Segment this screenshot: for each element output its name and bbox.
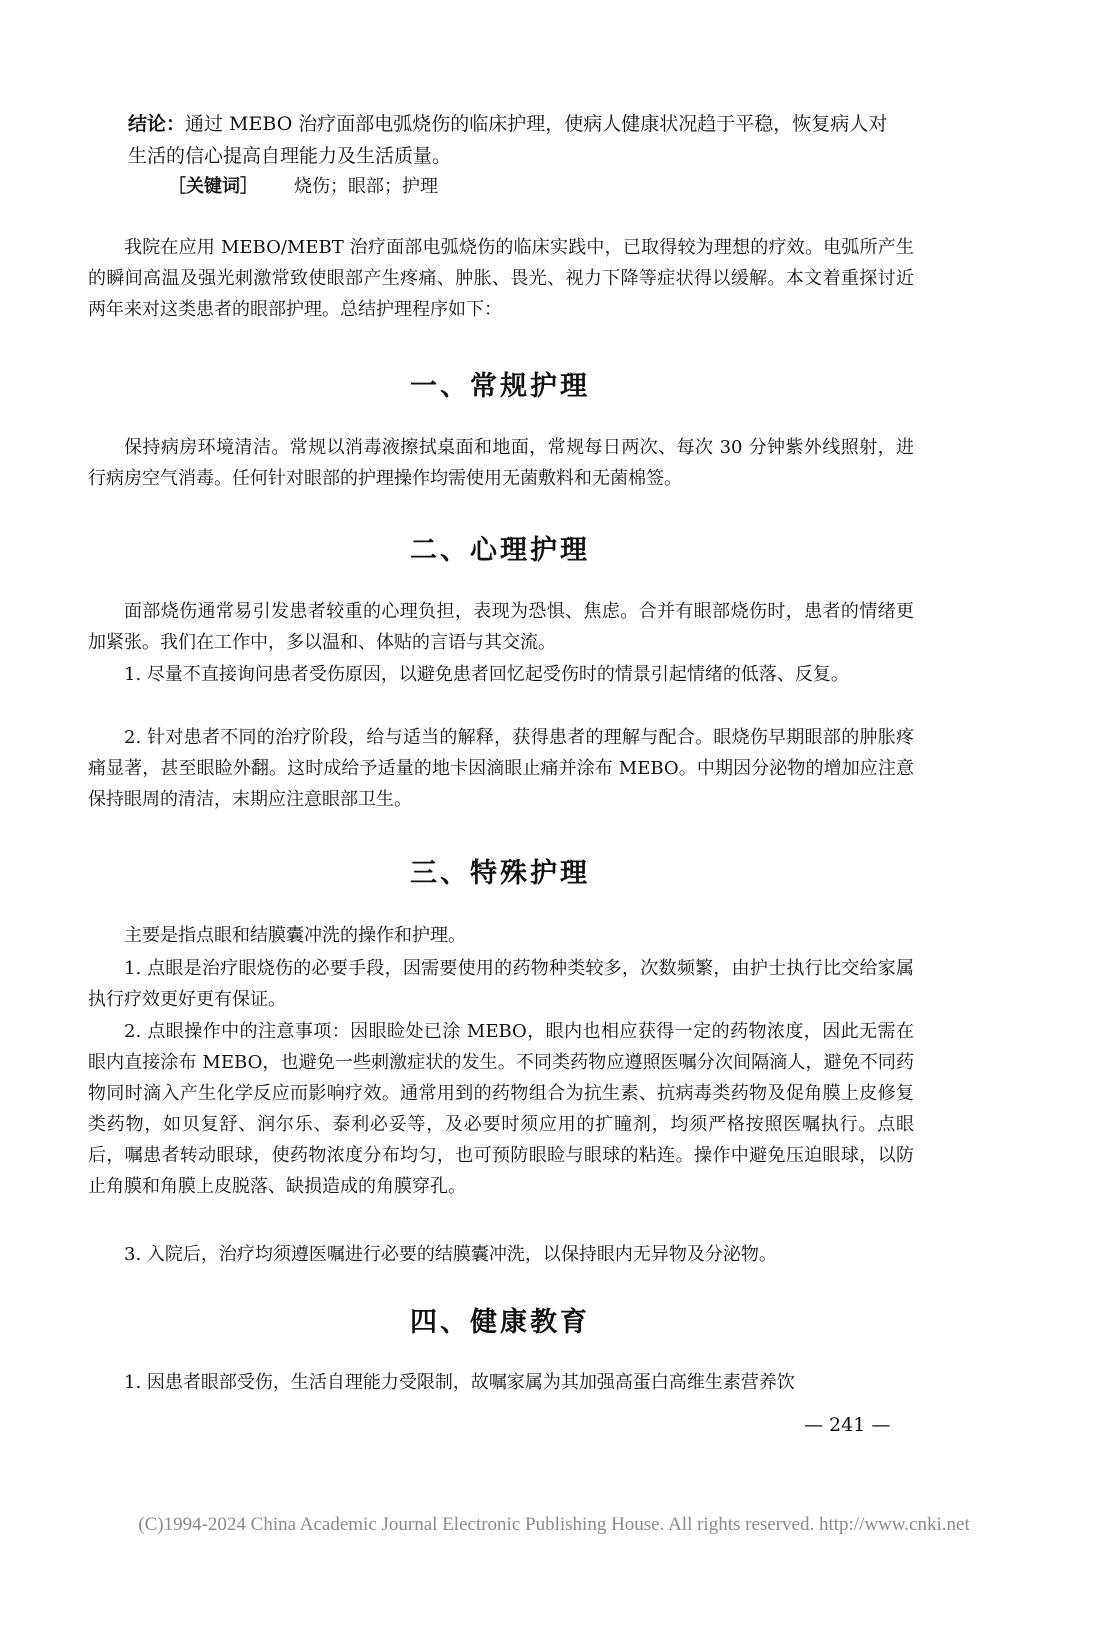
section-paragraph: 1. 尽量不直接询问患者受伤原因，以避免患者回忆起受伤时的情景引起情绪的低落、反复。 [124, 664, 849, 685]
section-paragraph: 1. 点眼是治疗眼烧伤的必要手段，因需要使用的药物种类较多，次数频繁，由护士执行比交给家属执行疗效更好更有保证。 [88, 958, 914, 1010]
copyright-footer: (C)1994-2024 China Academic Journal Electronic Publishing House. All rights reserved. http://www.cnki.net [138, 1514, 970, 1535]
section-paragraph: 保持病房环境清洁。常规以消毒液擦拭桌面和地面，常规每日两次、每次 30 分钟紫外线照射，进行病房空气消毒。任何针对眼部的护理操作均需使用无菌敷料和无菌棉签。 [88, 437, 914, 489]
section-paragraph: 2. 针对患者不同的治疗阶段，给与适当的解释，获得患者的理解与配合。眼烧伤早期眼部的肿胀疼痛显著，甚至眼睑外翻。这时成给予适量的地卡因滴眼止痛并涂布 MEBO。中期因分泌物的增加应注意保持眼周的清洁，末期应注意眼部卫生。 [88, 727, 914, 810]
conclusion-text: 通过 MEBO 治疗面部电弧烧伤的临床护理，使病人健康状况趋于平稳，恢复病人对生活的信心提高自理能力及生活质量。 [128, 113, 888, 167]
section-paragraph: 2. 点眼操作中的注意事项：因眼睑处已涂 MEBO，眼内也相应获得一定的药物浓度，因此无需在眼内直接涂布 MEBO，也避免一些刺激症状的发生。不同类药物应遵照医嘱分次间隔滴人，避免不同药物同时滴入产生化学反应而影响疗效。通常用到的药物组合为抗生素、抗病毒类药物及促角膜上皮修复类药物，如贝复舒、润尔乐、泰利必妥等，及必要时须应用的扩瞳剂，均须严格按照医嘱执行。点眼后，嘱患者转动眼球，使药物浓度分布均匀，也可预防眼睑与眼球的粘连。操作中避免压迫眼球，以防止角膜和角膜上皮脱落、缺损造成的角膜穿孔。 [88, 1021, 914, 1197]
keywords-text: 烧伤；眼部；护理 [294, 176, 438, 197]
section-heading: 一、常规护理 [410, 371, 590, 402]
intro-paragraph: 我院在应用 MEBO/MEBT 治疗面部电弧烧伤的临床实践中，已取得较为理想的疗效。电弧所产生的瞬间高温及强光刺激常致使眼部产生疼痛、肿胀、畏光、视力下降等症状得以缓解。本文着重探讨近两年来对这类患者的眼部护理。总结护理程序如下： [88, 237, 914, 320]
section-paragraph: 主要是指点眼和结膜囊冲洗的操作和护理。 [124, 925, 466, 946]
section-paragraph: 3. 入院后，治疗均须遵医嘱进行必要的结膜囊冲洗，以保持眼内无异物及分泌物。 [124, 1244, 777, 1265]
section-paragraph: 面部烧伤通常易引发患者较重的心理负担，表现为恐惧、焦虑。合并有眼部烧伤时，患者的情绪更加紧张。我们在工作中，多以温和、体贴的言语与其交流。 [88, 601, 914, 653]
section-heading: 三、特殊护理 [410, 858, 590, 889]
section-paragraph: 1. 因患者眼部受伤，生活自理能力受限制，故嘱家属为其加强高蛋白高维生素营养饮 [124, 1372, 795, 1393]
conclusion-label: 结论： [128, 113, 186, 135]
keywords-line [168, 172, 438, 202]
section-heading: 二、心理护理 [410, 535, 590, 566]
page-number: — 241 — [804, 1414, 891, 1436]
section-heading: 四、健康教育 [410, 1307, 590, 1338]
abstract-conclusion [128, 108, 888, 172]
keywords-label: ［关键词］ [168, 176, 258, 197]
